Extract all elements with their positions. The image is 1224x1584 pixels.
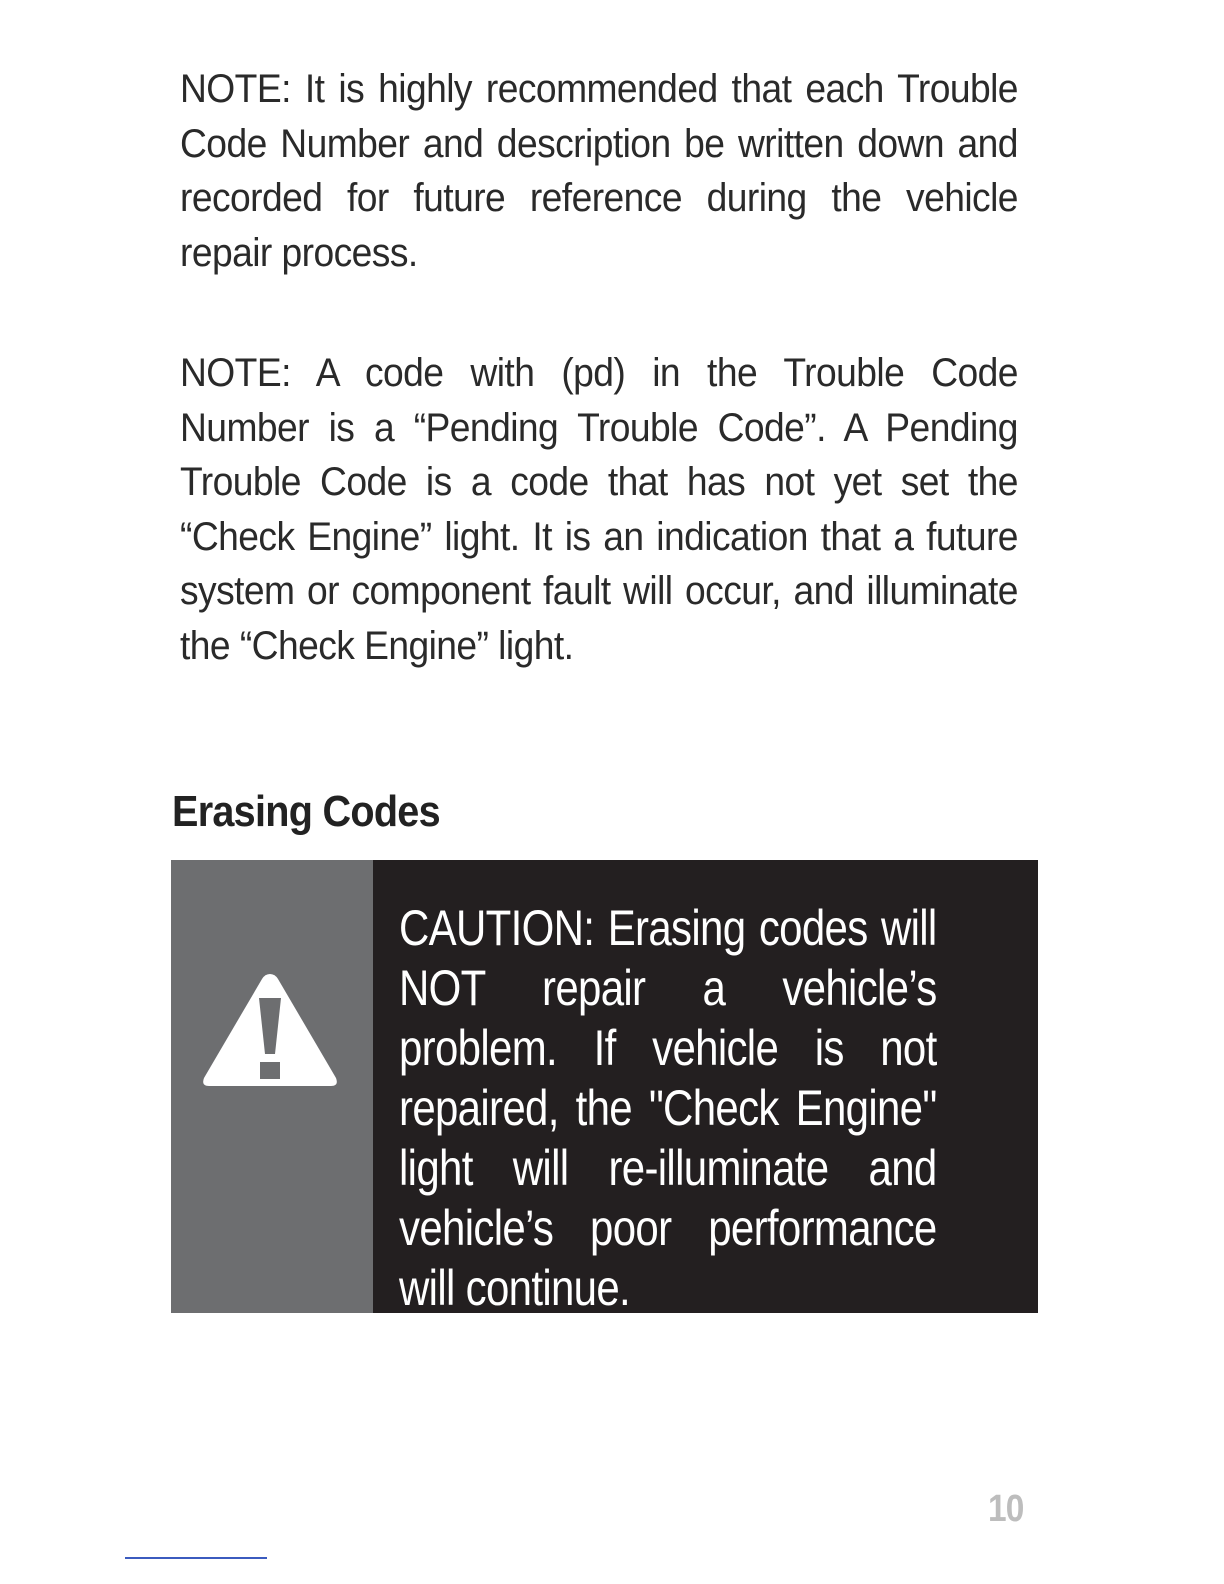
page-number: 10 [988,1488,1024,1530]
section-heading: Erasing Codes [172,787,440,836]
footer-rule [125,1557,267,1559]
caution-text: CAUTION: Erasing codes will NOT repair a vehicle’s problem. If vehicle is not repaired, the "Check Engine" light will re-illuminate and vehicle’s poor performance will continue. [399,900,937,1316]
note-pending-codes: NOTE: A code with (pd) in the Trouble Code Number is a “Pending Trouble Code”. A Pending Trouble Code is a code that has not yet set the “Check Engine” light. It is an indication that a future system or component fault will occur, and illuminate the “Check Engine” light. [180,351,1018,668]
caution-box [171,860,1038,1316]
caution-icon-panel [171,860,373,1313]
warning-triangle-icon [199,968,341,1092]
note-recording-codes: NOTE: It is highly recommended that each Trouble Code Number and description be written down and recorded for future reference during the vehicle repair process. [180,67,1018,275]
